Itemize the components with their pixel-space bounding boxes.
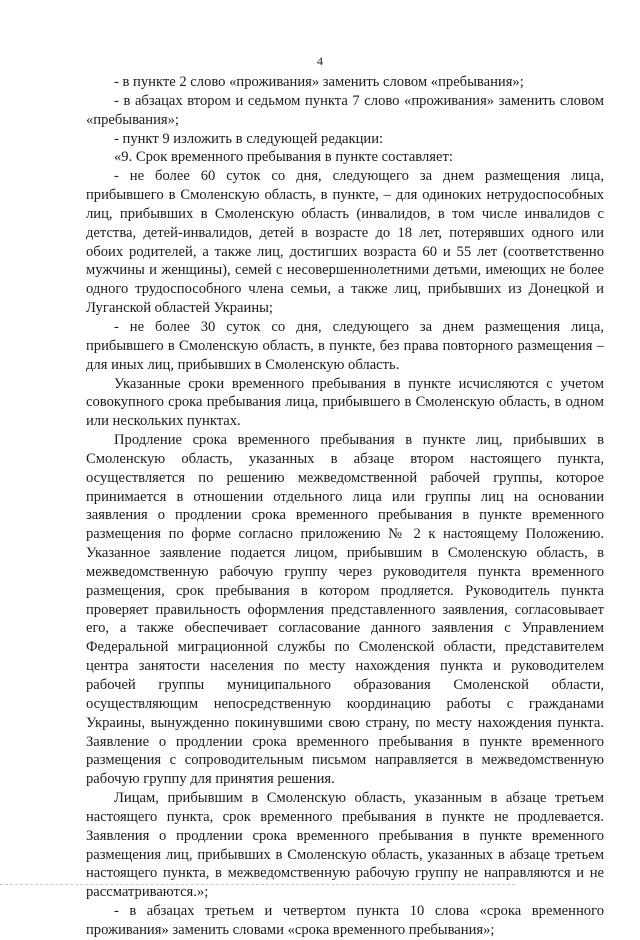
paragraph-6: - не более 30 суток со дня, следующего за днем размещения лица, прибывшего в Смоленскую область, в пункте, без права повторного размещения – для иных лиц, прибывших в Смоленскую область. <box>86 318 604 373</box>
bottom-divider <box>0 884 515 885</box>
paragraph-9: Лицам, прибывшим в Смоленскую область, указанным в абзаце третьем настоящего пункта, срок временного пребывания в пункте не продлевается. Заявления о продлении срока временного пребывания в пункте временного размещения лиц, прибывших в Смоленскую область, указанных в абзаце третьем настоящего пункта, в межведомственную рабочую группу не направляются и не рассматриваются.»; <box>86 790 604 901</box>
paragraph-10: - в абзацах третьем и четвертом пункта 10 слова «срока временного проживания» заменить словами «срока временного пребывания»; <box>86 903 604 938</box>
paragraph-2: - в абзацах втором и седьмом пункта 7 слово «проживания» заменить словом «пребывания»; <box>86 92 604 128</box>
paragraph-4: «9. Срок временного пребывания в пункте составляет: <box>114 149 453 166</box>
paragraph-3: - пункт 9 изложить в следующей редакции: <box>114 130 384 147</box>
paragraph-5: - не более 60 суток со дня, следующего за днем размещения лица, прибывшего в Смоленскую область, в пункте, – для одиноких нетрудоспособных лиц, прибывших в Смоленскую область (инвалидов, в том числе инвалидов с детства, детей-инвалидов, детей в возрасте до 18 лет, потерявших одного или обоих родителей, а также лиц, достигших возраста 60 и 55 лет (соответственно мужчины и женщины), семей с несовершеннолетними детьми, имеющих не более одного трудоспособного члена семьи, а также лиц, прибывших из Донецкой и Луганской областей Украины; <box>86 168 604 317</box>
page-number: 4 <box>317 54 323 68</box>
paragraph-1: - в пункте 2 слово «проживания» заменить словом «пребывания»; <box>114 74 524 90</box>
paragraph-7: Указанные сроки временного пребывания в пункте исчисляются с учетом совокупного срока пребывания лица, прибывшего в Смоленскую область, в одном или нескольких пунктах. <box>86 375 604 430</box>
document-body <box>86 73 604 940</box>
paragraph-8: Продление срока временного пребывания в пункте лиц, прибывших в Смоленскую область, указанных в абзаце втором настоящего пункта, осуществляется по решению межведомственной рабочей группы, которое принимается в отношении отдельного лица или группы лиц на основании заявления о продлении срока временного пребывания в пункте временного размещения по форме согласно приложению № 2 к настоящему Положению. Указанное заявление подается лицом, прибывшим в Смоленскую область, в межведомственную рабочую группу через руководителя пункта временного размещения, срок пребывания в котором продляется. Руководитель пункта проверяет правильность оформления представленного заявления, согласовывает его, а также обеспечивает согласование данного заявления с Управлением Федеральной миграционной службы по Смоленской области, представителем центра занятости населения по месту нахождения пункта и руководителем рабочей группы муниципального образования Смоленской области, осуществляющим непосредственную координацию работы с гражданами Украины, вынужденно покинувшими свою страну, по месту нахождения пункта. Заявление о продлении срока временного пребывания в пункте временного размещения с сопроводительным письмом направляется в межведомственную рабочую группу для принятия решения. <box>86 432 604 788</box>
